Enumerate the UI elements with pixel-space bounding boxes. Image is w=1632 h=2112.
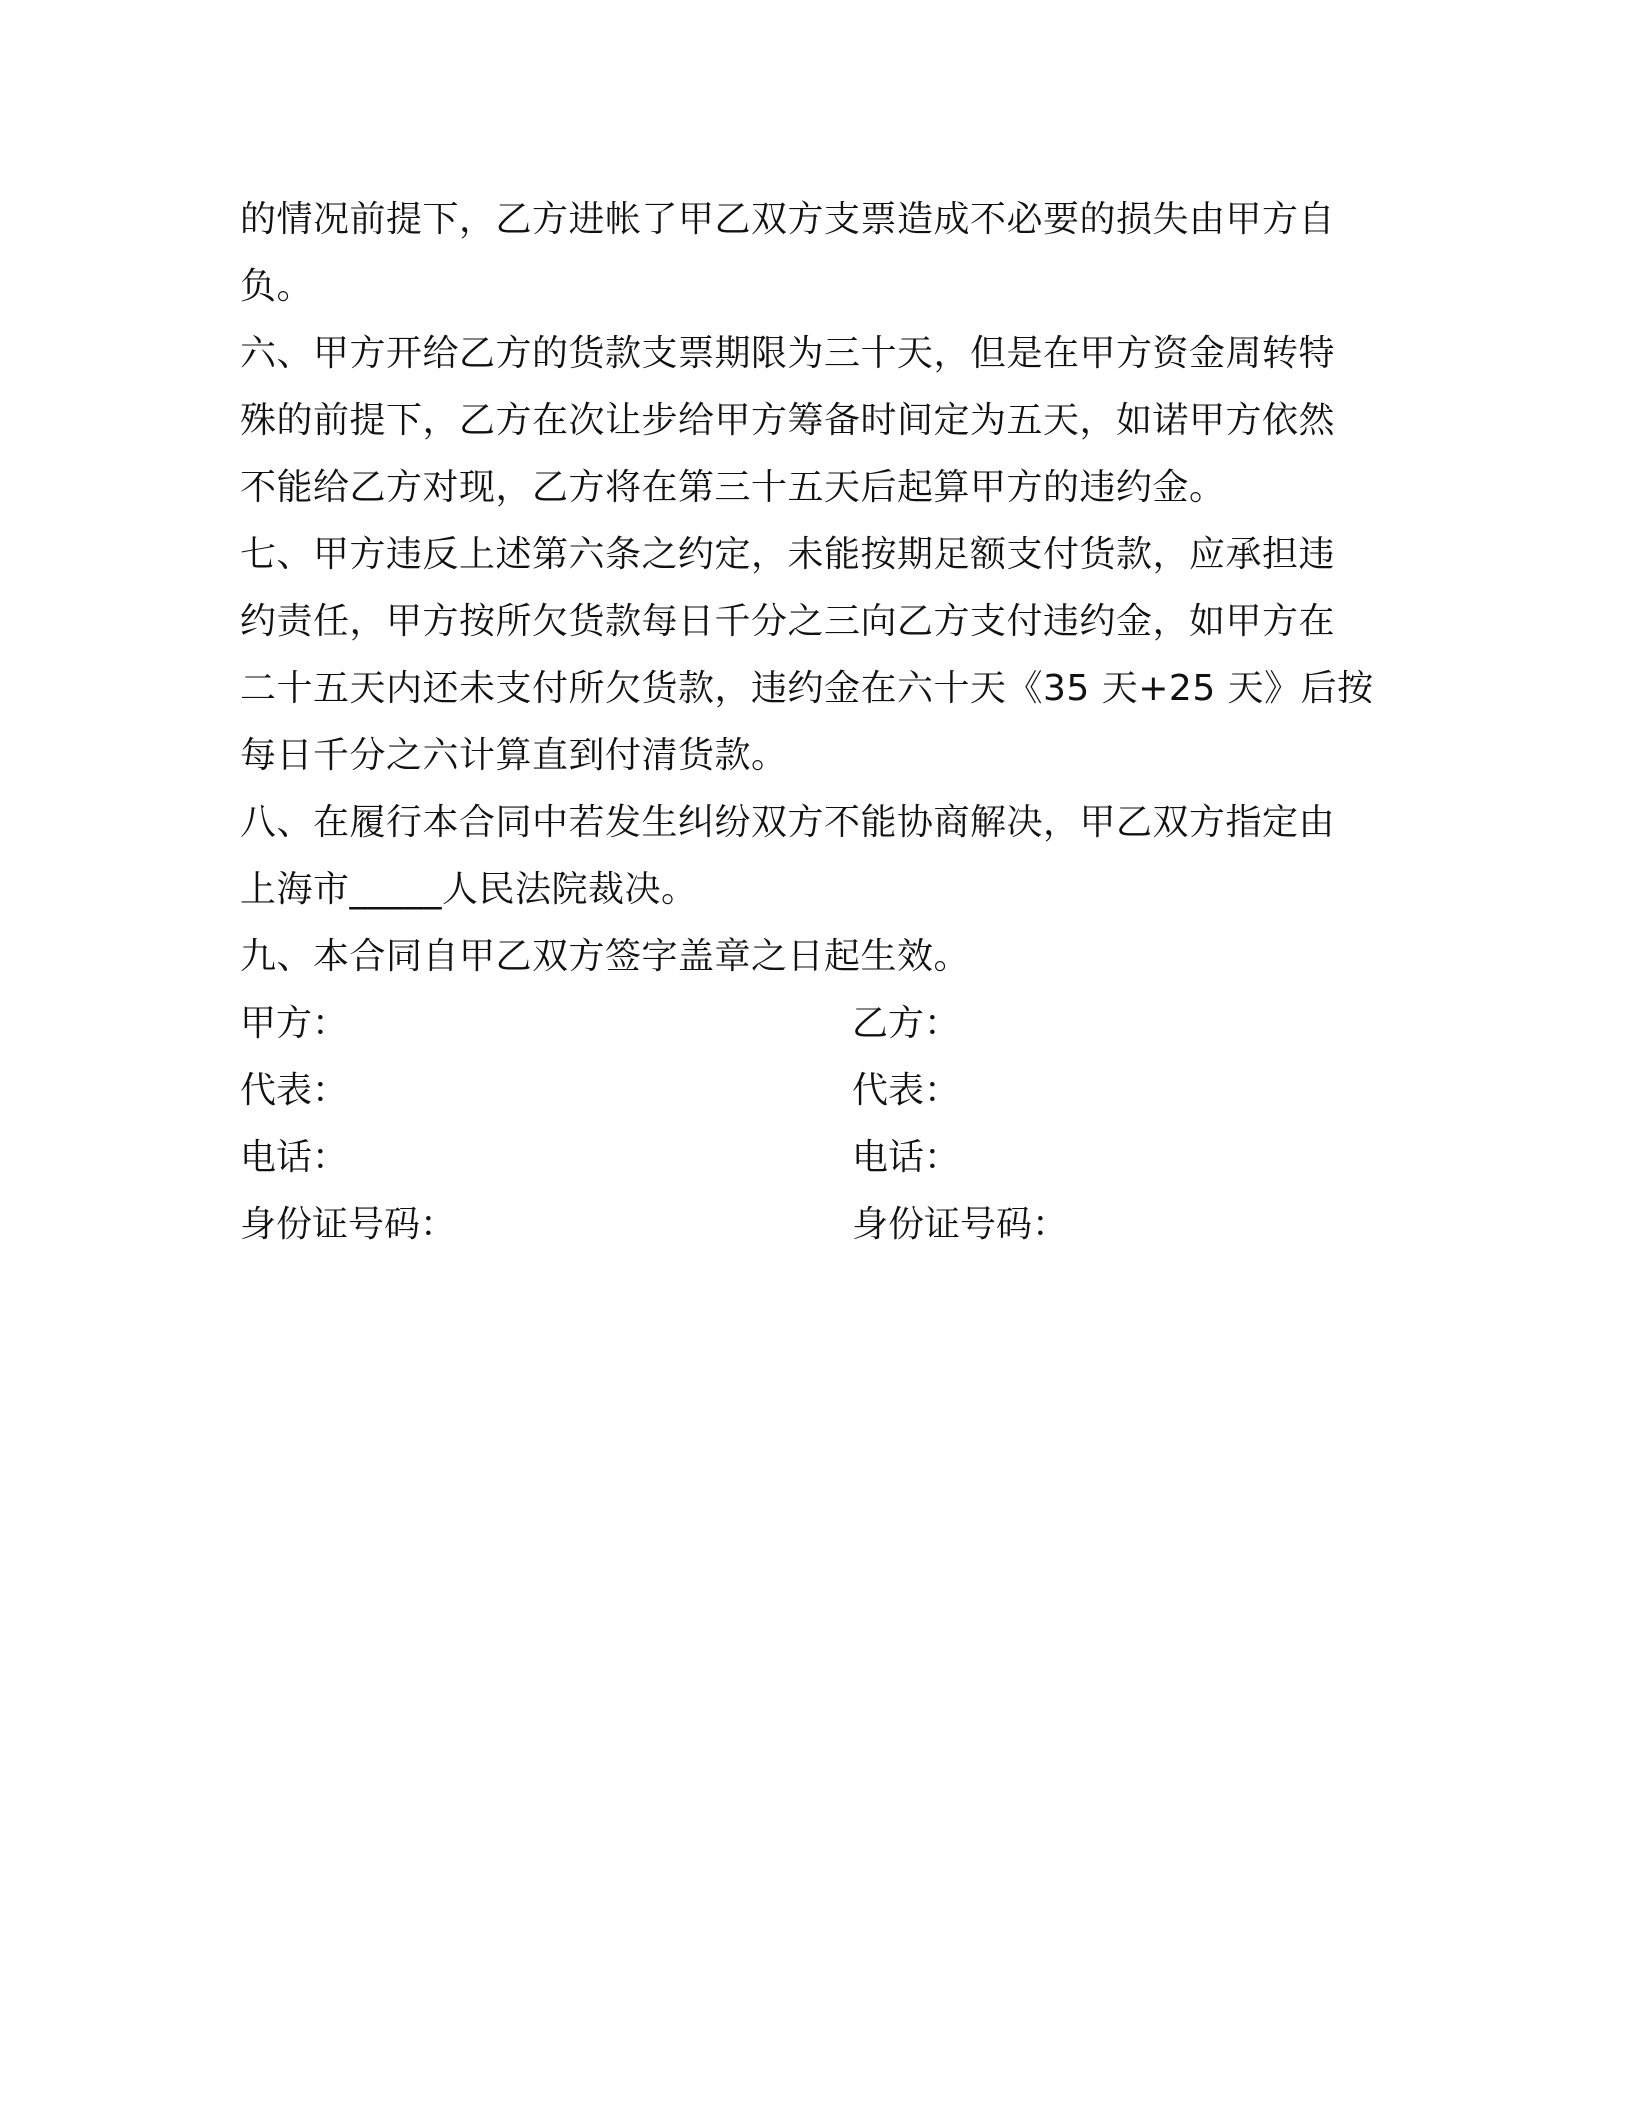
paragraph-continuation — [240, 186, 1400, 320]
text-line: 上海市_____人民法院裁决。 — [240, 869, 698, 910]
text-line: 七、甲方违反上述第六条之约定，未能按期足额支付货款，应承担违 — [240, 534, 1336, 575]
clause-seven — [240, 521, 1400, 789]
party-b-phone-label: 电话： — [852, 1137, 961, 1178]
text-line: 约责任，甲方按所欠货款每日千分之三向乙方支付违约金，如甲方在 — [240, 601, 1336, 642]
text-line: 每日千分之六计算直到付清货款。 — [240, 735, 788, 776]
signature-row-phone — [240, 1124, 1400, 1191]
contract-body — [240, 186, 1400, 1258]
text-line: 的情况前提下，乙方进帐了甲乙双方支票造成不必要的损失由甲方自 — [240, 199, 1336, 240]
text-line: 不能给乙方对现，乙方将在第三十五天后起算甲方的违约金。 — [240, 467, 1226, 508]
party-a-label: 甲方： — [240, 1003, 349, 1044]
signature-row-id — [240, 1191, 1400, 1258]
party-a-id-label: 身份证号码： — [240, 1204, 457, 1245]
signature-row-party — [240, 990, 1400, 1057]
party-b-representative-label: 代表： — [852, 1070, 961, 1111]
party-b-label: 乙方： — [852, 1003, 961, 1044]
party-a-phone-label: 电话： — [240, 1137, 349, 1178]
party-b-id-label: 身份证号码： — [852, 1204, 1069, 1245]
text-line: 八、在履行本合同中若发生纠纷双方不能协商解决，甲乙双方指定由 — [240, 802, 1336, 843]
party-a-representative-label: 代表： — [240, 1070, 349, 1111]
text-line: 二十五天内还未支付所欠货款，违约金在六十天《35 天+25 天》后按 — [240, 668, 1374, 709]
clause-six — [240, 320, 1400, 521]
text-line: 九、本合同自甲乙双方签字盖章之日起生效。 — [240, 936, 971, 977]
text-line: 负。 — [240, 266, 314, 307]
signature-block — [240, 990, 1400, 1258]
signature-row-representative — [240, 1057, 1400, 1124]
clause-nine — [240, 923, 1400, 990]
text-line: 殊的前提下，乙方在次让步给甲方筹备时间定为五天，如诺甲方依然 — [240, 400, 1336, 441]
text-line: 六、甲方开给乙方的货款支票期限为三十天，但是在甲方资金周转特 — [240, 333, 1336, 374]
clause-eight — [240, 789, 1400, 923]
